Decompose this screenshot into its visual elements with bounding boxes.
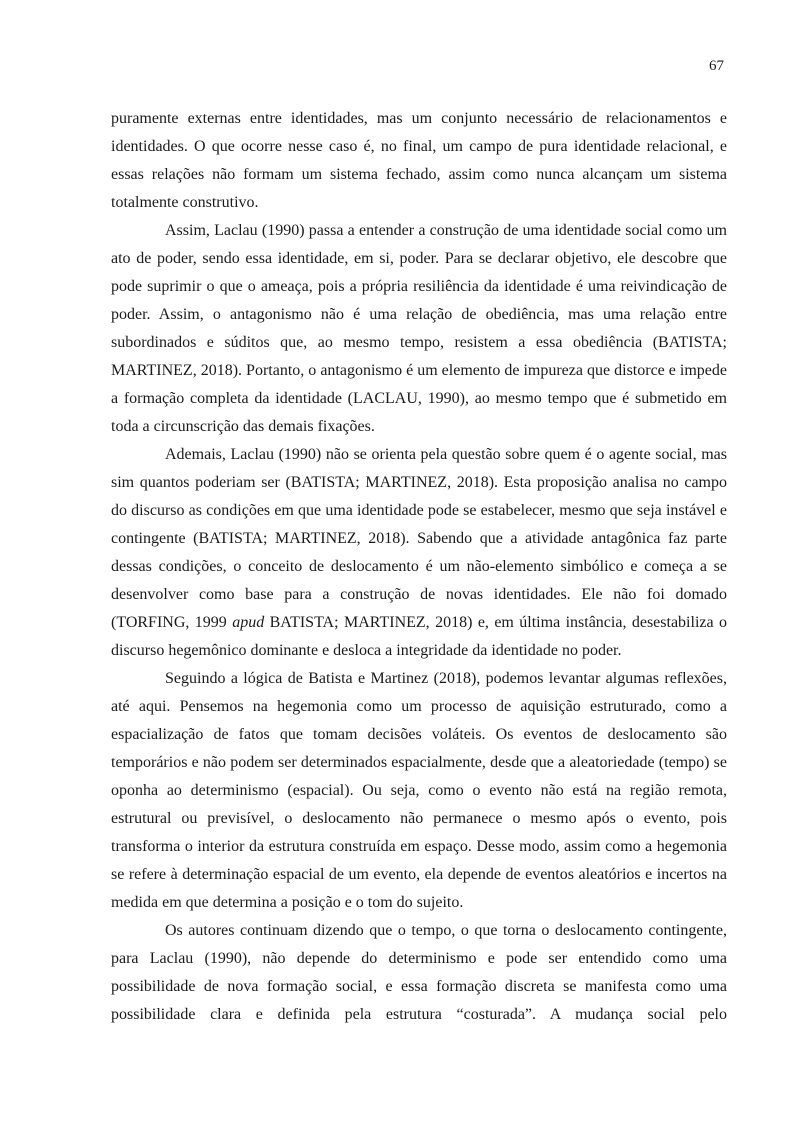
paragraph — [111, 217, 727, 441]
page-number: 67 — [709, 58, 724, 74]
text-run: puramente externas entre identidades, mas um conjunto necessário de relacionamentos e identidades. O que ocorre nesse caso é, no final, um campo de pura identidade relacional, e essas relações não formam um sistema fechado, assim como nunca alcançam um sistema totalmente construtivo. — [111, 110, 727, 211]
paragraph — [111, 105, 727, 217]
text-run: BATISTA; MARTINEZ, 2018) e, em última instância, desestabiliza o discurso hegemônico dominante e desloca a integridade da identidade no poder. — [111, 614, 728, 659]
page-body — [111, 105, 727, 1029]
text-run: Os autores continuam dizendo que o tempo, o que torna o deslocamento contingente, para Laclau (1990), não depende do determinismo e pode ser entendido como uma possibilidade de nova formação social, e essa formação discreta se manifesta como uma possibilidade clara e definida pela estrutura “costurada”. A mudança social pelo — [111, 922, 727, 1023]
text-run: Ademais, Laclau (1990) não se orienta pela questão sobre quem é o agente social, mas sim quantos poderiam ser (BATISTA; MARTINEZ, 2018). Esta proposição analisa no campo do discurso as condições em que uma identidade pode se estabelecer, mesmo que seja instável e contingente (BATISTA; MARTINEZ, 2018). Sabendo que a atividade antagônica faz parte dessas condições, o conceito de deslocamento é um não-elemento simbólico e começa a se desenvolver como base para a construção de novas identidades. Ele não foi domado (TORFING, 1999 — [111, 446, 727, 631]
paragraph — [111, 441, 727, 665]
text-run: Assim, Laclau (1990) passa a entender a construção de uma identidade social como um ato de poder, sendo essa identidade, em si, poder. Para se declarar objetivo, ele descobre que pode suprimir o que o ameaça, pois a própria resiliência da identidade é uma reivindicação de poder. Assim, o antagonismo não é uma relação de obediência, mas uma relação entre subordinados e súditos que, ao mesmo tempo, resistem a essa obediência (BATISTA; MARTINEZ, 2018). Portanto, o antagonismo é um elemento de impureza que distorce e impede a formação completa da identidade (LACLAU, 1990), ao mesmo tempo que é submetido em toda a circunscrição das demais fixações. — [111, 222, 727, 435]
paragraph — [111, 917, 727, 1029]
latin-term-apud: apud — [232, 614, 265, 631]
paragraph — [111, 665, 727, 917]
text-run: Seguindo a lógica de Batista e Martinez (2018), podemos levantar algumas reflexões, até aqui. Pensemos na hegemonia como um processo de aquisição estruturado, como a espacialização de fatos que tomam decisões voláteis. Os eventos de deslocamento são temporários e não podem ser determinados espacialmente, desde que a aleatoriedade (tempo) se oponha ao determinismo (espacial). Ou seja, como o evento não está na região remota, estrutural ou previsível, o deslocamento não permanece o mesmo após o evento, pois transforma o interior da estrutura construída em espaço. Desse modo, assim como a hegemonia se refere à determinação espacial de um evento, ela depende de eventos aleatórios e incertos na medida em que determina a posição e o tom do sujeito. — [111, 670, 727, 911]
